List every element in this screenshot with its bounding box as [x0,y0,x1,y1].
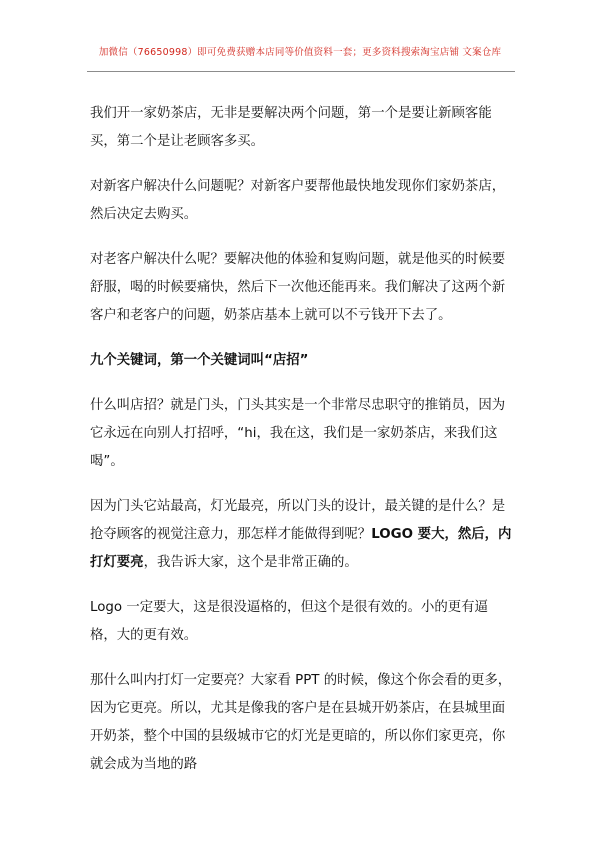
paragraph-7: 那什么叫内打灯一定要亮？大家看 PPT 的时候，像这个你会看的更多，因为它更亮。所以，尤其是像我的客户是在县城开奶茶店，在县城里面开奶茶，整个中国的县级城市它的灯光是更暗的，所以你们家更亮，你就会成为当地的路 [90,673,512,772]
paragraph-2: 对新客户解决什么问题呢？对新客户要帮他最快地发现你们家奶茶店，然后决定去购买。 [90,179,506,222]
section-heading: 九个关键词，第一个关键词叫“店招” [90,353,309,368]
article-body [90,100,514,796]
paragraph-5 [90,493,514,577]
page-header: 加微信（76650998）即可免费获赠本店同等价值资料一套；更多资料搜索淘宝店铺 文案仓库 [98,47,502,58]
header-divider [87,71,515,72]
paragraph-1: 我们开一家奶茶店，无非是要解决两个问题，第一个是要让新顾客能买，第二个是让老顾客多买。 [90,106,492,149]
paragraph-6: Logo 一定要大，这是很没逼格的，但这个是很有效的。小的更有逼格，大的更有效。 [90,600,488,643]
paragraph-5-emphasis: LOGO 要大，然后，内打灯要亮 [90,527,512,570]
paragraph-4: 什么叫店招？就是门头，门头其实是一个非常尽忠职守的推销员，因为它永远在向别人打招呼，“hi，我在这，我们是一家奶茶店，来我们这喝”。 [90,398,506,469]
paragraph-5-text-b: ，我告诉大家，这个是非常正确的。 [143,555,358,570]
paragraph-5-text-a: 因为门头它站最高，灯光最亮，所以门头的设计，最关键的是什么？是抢夺顾客的视觉注意力，那怎样才能做得到呢？ [90,499,506,542]
paragraph-3: 对老客户解决什么呢？要解决他的体验和复购问题，就是他买的时候要舒服，喝的时候要痛快，然后下一次他还能再来。我们解决了这两个新客户和老客户的问题，奶茶店基本上就可以不亏钱开下去了。 [90,252,506,323]
